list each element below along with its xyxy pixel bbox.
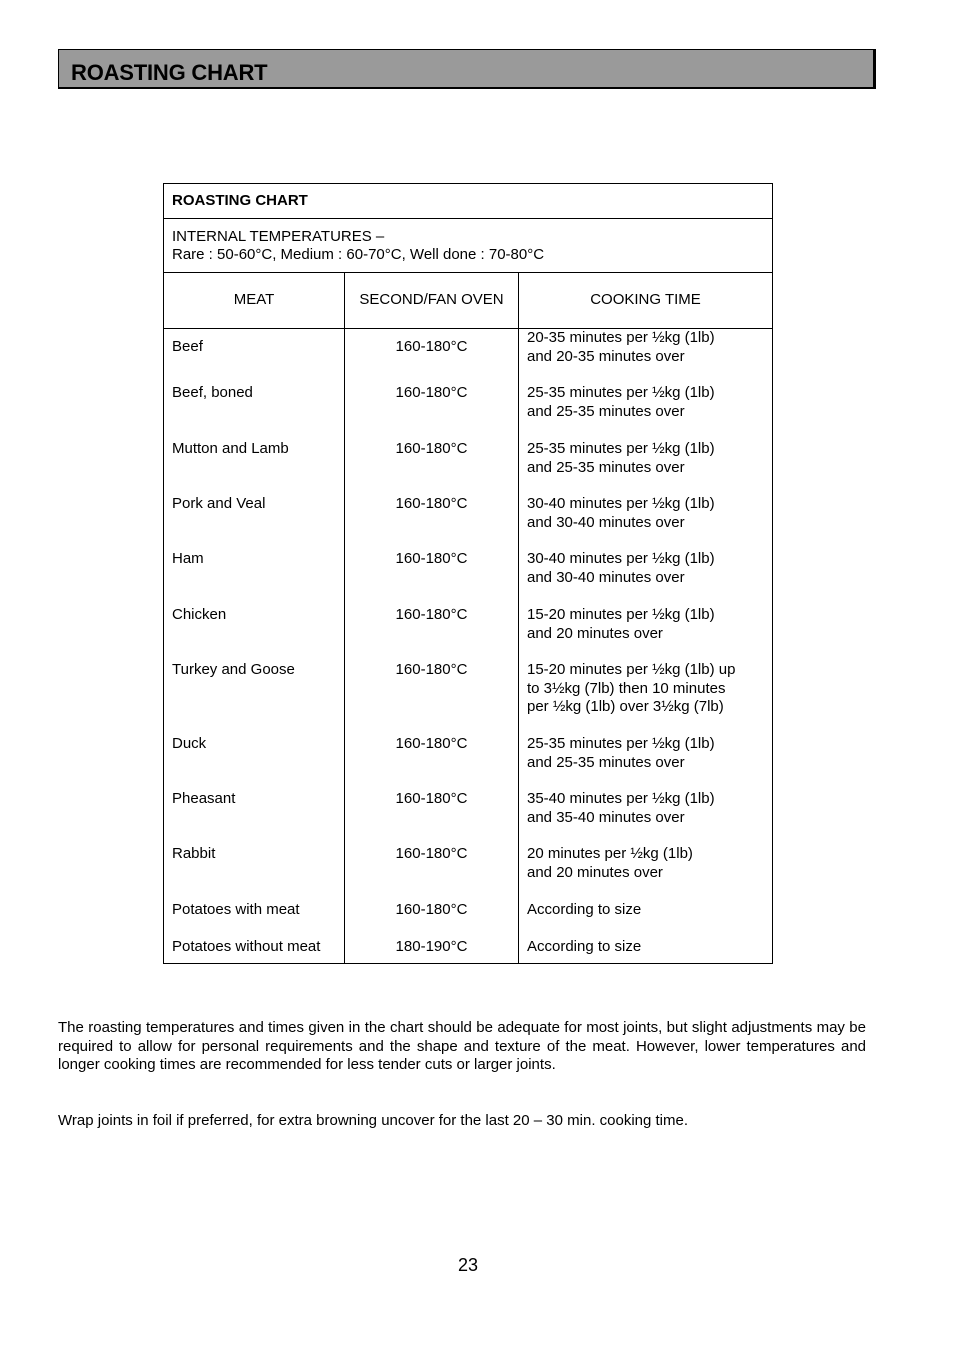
cooking-time-line: per ½kg (1lb) over 3½kg (7lb) bbox=[527, 698, 724, 715]
meat-name: Rabbit bbox=[172, 845, 216, 862]
cooking-time-line: According to size bbox=[527, 938, 642, 955]
cooking-time-line: 20 minutes per ½kg (1lb) bbox=[527, 845, 693, 862]
cooking-time-line: and 30-40 minutes over bbox=[527, 568, 685, 586]
meat-name: Beef, boned bbox=[172, 384, 253, 401]
meat-name: Chicken bbox=[172, 606, 227, 623]
oven-temperature: 160-180°C bbox=[395, 790, 468, 807]
internal-temperatures-row bbox=[164, 219, 772, 273]
cooking-time-line: 25-35 minutes per ½kg (1lb) bbox=[527, 735, 715, 752]
cooking-time bbox=[527, 384, 715, 421]
cooking-time-line: to 3½kg (7lb) then 10 minutes bbox=[527, 679, 726, 697]
oven-temperature: 180-190°C bbox=[395, 938, 468, 955]
cooking-time bbox=[527, 661, 735, 717]
cooking-time-line: 15-20 minutes per ½kg (1lb) bbox=[527, 606, 715, 623]
oven-temperature: 160-180°C bbox=[395, 495, 468, 512]
cooking-time bbox=[527, 550, 715, 587]
cooking-time bbox=[527, 440, 715, 477]
oven-temperature: 160-180°C bbox=[395, 606, 468, 623]
meat-name: Turkey and Goose bbox=[172, 661, 295, 678]
cooking-time bbox=[527, 735, 715, 772]
paragraph-foil: Wrap joints in foil if preferred, for extra browning uncover for the last 20 – 30 min. cooking time. bbox=[58, 1112, 689, 1129]
chart-body bbox=[164, 329, 772, 963]
cooking-time bbox=[527, 901, 641, 920]
header-meat: MEAT bbox=[164, 273, 345, 328]
cooking-time-line: and 20 minutes over bbox=[527, 624, 663, 642]
oven-temperature: 160-180°C bbox=[395, 661, 468, 678]
page-number: 23 bbox=[457, 1255, 479, 1275]
cooking-time-line: and 30-40 minutes over bbox=[527, 513, 685, 531]
cooking-time-line: and 20 minutes over bbox=[527, 863, 663, 881]
cooking-time-line: 20-35 minutes per ½kg (1lb) bbox=[527, 329, 715, 346]
roasting-chart-table bbox=[163, 183, 773, 964]
cooking-time-line: and 25-35 minutes over bbox=[527, 458, 685, 476]
oven-temperature: 160-180°C bbox=[395, 901, 468, 918]
meat-name: Duck bbox=[172, 735, 207, 752]
oven-temperature: 160-180°C bbox=[395, 384, 468, 401]
oven-temperature: 160-180°C bbox=[395, 550, 468, 567]
cooking-time-line: 25-35 minutes per ½kg (1lb) bbox=[527, 440, 715, 457]
meat-name: Potatoes without meat bbox=[172, 938, 321, 955]
cooking-time-line: and 20-35 minutes over bbox=[527, 347, 685, 365]
cooking-time-line: and 25-35 minutes over bbox=[527, 753, 685, 771]
oven-temperature: 160-180°C bbox=[395, 338, 468, 355]
cooking-time-line: and 35-40 minutes over bbox=[527, 808, 685, 826]
temperature-column bbox=[345, 329, 519, 963]
cooking-time bbox=[527, 495, 715, 532]
cooking-time bbox=[527, 606, 715, 643]
cooking-time-line: 25-35 minutes per ½kg (1lb) bbox=[527, 384, 715, 401]
header-oven: SECOND/FAN OVEN bbox=[345, 273, 519, 328]
temps-heading: INTERNAL TEMPERATURES – bbox=[172, 228, 385, 245]
meat-name: Ham bbox=[172, 550, 204, 567]
section-title: ROASTING CHART bbox=[71, 60, 268, 85]
cooking-time-column bbox=[519, 329, 772, 963]
cooking-time bbox=[527, 845, 693, 882]
cooking-time-line: 15-20 minutes per ½kg (1lb) up bbox=[527, 661, 736, 678]
oven-temperature: 160-180°C bbox=[395, 440, 468, 457]
section-header bbox=[58, 49, 876, 89]
meat-name: Pheasant bbox=[172, 790, 236, 807]
cooking-time-line: and 25-35 minutes over bbox=[527, 402, 685, 420]
meat-name: Potatoes with meat bbox=[172, 901, 300, 918]
oven-temperature: 160-180°C bbox=[395, 845, 468, 862]
header-cooking-time: COOKING TIME bbox=[590, 291, 701, 309]
cooking-time bbox=[527, 329, 715, 366]
paragraph-adjustments: The roasting temperatures and times given in the chart should be adequate for most joints, but slight adjustments may be required to allow for personal requirements and the shape and texture of the meat. However, lower temperatures and longer cooking times are recommended for less tender cuts or larger joints. bbox=[58, 1019, 866, 1073]
meat-name: Mutton and Lamb bbox=[172, 440, 289, 457]
cooking-time-line: 35-40 minutes per ½kg (1lb) bbox=[527, 790, 715, 807]
meat-column bbox=[164, 329, 345, 963]
temps-values: Rare : 50-60°C, Medium : 60-70°C, Well done : 70-80°C bbox=[172, 246, 545, 263]
meat-name: Beef bbox=[172, 338, 203, 355]
column-headers bbox=[164, 273, 772, 329]
cooking-time bbox=[527, 938, 641, 957]
cooking-time-line: 30-40 minutes per ½kg (1lb) bbox=[527, 495, 715, 512]
chart-title-row bbox=[164, 184, 772, 219]
cooking-time-line: 30-40 minutes per ½kg (1lb) bbox=[527, 550, 715, 567]
chart-title: ROASTING CHART bbox=[172, 192, 308, 209]
oven-temperature: 160-180°C bbox=[395, 735, 468, 752]
meat-name: Pork and Veal bbox=[172, 495, 266, 512]
cooking-time-line: According to size bbox=[527, 901, 642, 918]
cooking-time bbox=[527, 790, 715, 827]
